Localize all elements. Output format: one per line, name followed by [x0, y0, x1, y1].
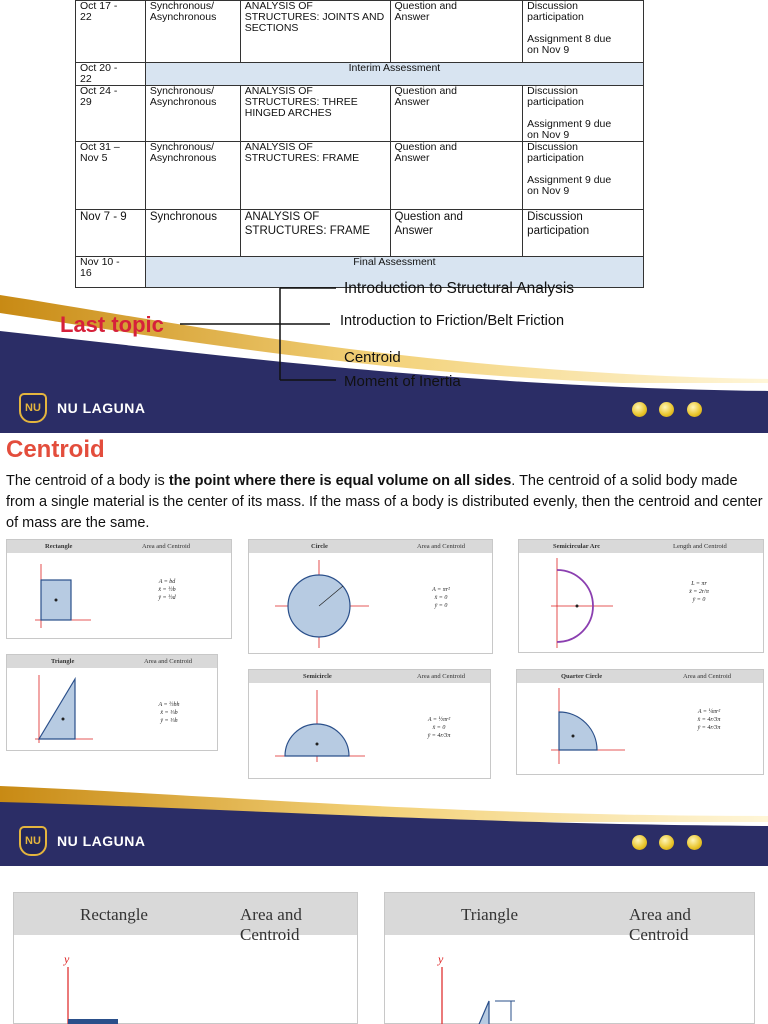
schedule-slide [0, 0, 768, 433]
topic-item: Centroid [344, 349, 401, 366]
schedule-mode-cell: Synchronous/ Asynchronous [145, 142, 240, 210]
schedule-topic-cell: ANALYSIS OF STRUCTURES: THREE HINGED ARCHES [240, 86, 390, 142]
svg-text:y: y [64, 952, 70, 966]
schedule-date-cell: Oct 17 - 22 [76, 1, 146, 63]
last-topic-label: Last topic [60, 312, 164, 337]
topic-item: Introduction to Structural Analysis [344, 280, 575, 297]
schedule-mode-cell: Synchronous/ Asynchronous [145, 86, 240, 142]
nav-dot [687, 835, 702, 850]
shapes-detail-slide [0, 866, 768, 1024]
schedule-merged-cell: Final Assessment [145, 257, 643, 288]
shape-card-rectangle: Rectangle Area and Centroid A = bd x̄ = ½b ȳ = ½d [6, 539, 232, 639]
schedule-activity-cell: Question and Answer [390, 86, 523, 142]
brand-name: NU LAGUNA [57, 833, 146, 849]
shape-card-rectangle-large: Rectangle Area and Centroid y [13, 892, 358, 1024]
nav-dot [632, 402, 647, 417]
shape-card-semicircle: Semicircle Area and Centroid A = ½πr² x̄ = 0 ȳ = 4r/3π [248, 669, 491, 779]
schedule-assessment-cell: Discussion participation [523, 210, 644, 257]
topic-item: Moment of Inertia [344, 373, 461, 390]
schedule-topic-cell: ANALYSIS OF STRUCTURES: JOINTS AND SECTIONS [240, 1, 390, 63]
schedule-date-cell: Nov 7 - 9 [76, 210, 146, 257]
schedule-date-cell: Oct 31 – Nov 5 [76, 142, 146, 210]
nu-logo: NU [19, 393, 47, 423]
schedule-date-cell: Oct 20 - 22 [76, 63, 146, 86]
nu-logo: NU [19, 826, 47, 856]
svg-text:y: y [438, 952, 444, 966]
schedule-activity-cell: Question and Answer [390, 142, 523, 210]
schedule-topic-cell: ANALYSIS OF STRUCTURES: FRAME [240, 142, 390, 210]
shape-card-semicircular-arc: Semicircular Arc Length and Centroid L = πr x̄ = 2r/π ȳ = 0 [518, 539, 764, 653]
circle-diagram [269, 556, 389, 652]
topic-item: Introduction to Friction/Belt Friction [340, 313, 565, 329]
schedule-assessment-cell: Discussion participation Assignment 9 due on Nov 9 [523, 142, 644, 210]
schedule-mode-cell: Synchronous/ Asynchronous [145, 1, 240, 63]
schedule-date-cell: Nov 10 - 16 [76, 257, 146, 288]
schedule-assessment-cell: Discussion participation Assignment 9 due on Nov 9 [523, 86, 644, 142]
schedule-assessment-cell: Discussion participation Assignment 8 due on Nov 9 [523, 1, 644, 63]
triangle-diagram [425, 949, 545, 1024]
shape-card-triangle: Triangle Area and Centroid A = ½bh x̄ = ⅓b ȳ = ⅓h [6, 654, 218, 751]
nav-dot [687, 402, 702, 417]
nav-dot [659, 402, 674, 417]
schedule-mode-cell: Synchronous [145, 210, 240, 257]
schedule-activity-cell: Question and Answer [390, 1, 523, 63]
shape-card-triangle-large: Triangle Area and Centroid y [384, 892, 755, 1024]
nav-dot [632, 835, 647, 850]
nav-dot [659, 835, 674, 850]
rectangle-diagram [54, 949, 154, 1024]
schedule-topic-cell: ANALYSIS OF STRUCTURES: FRAME [240, 210, 390, 257]
schedule-date-cell: Oct 24 - 29 [76, 86, 146, 142]
semicircular-arc-diagram [533, 554, 633, 652]
schedule-merged-cell: Interim Assessment [145, 63, 643, 86]
topic-bracket [0, 0, 768, 433]
brand-name: NU LAGUNA [57, 400, 146, 416]
slide-title: Centroid [6, 436, 105, 463]
shape-card-circle: Circle Area and Centroid A = πr² x̄ = 0 ȳ = 0 [248, 539, 493, 654]
shape-card-quarter-circle: Quarter Circle Area and Centroid A = ¼πr² x̄ = 4r/3π ȳ = 4r/3π [516, 669, 764, 775]
schedule-activity-cell: Question and Answer [390, 210, 523, 257]
rectangle-diagram [21, 558, 101, 636]
centroid-definition: The centroid of a body is the point where there is equal volume on all sides. The centroid of a solid body made from a single material is the center of its mass. If the mass of a body is distributed evenly, then the centroid and center of mass are the same. [6, 473, 763, 531]
centroid-slide [0, 433, 768, 866]
